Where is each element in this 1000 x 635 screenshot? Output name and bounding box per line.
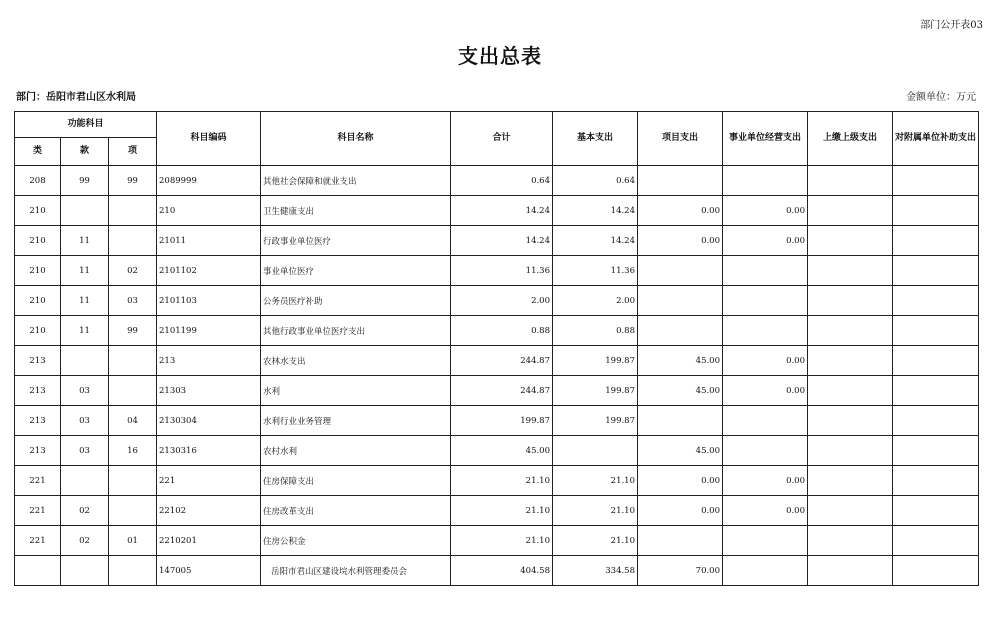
cell-xiang: 99 [109, 316, 157, 346]
cell-business: 0.00 [723, 466, 808, 496]
cell-kuan: 03 [61, 406, 109, 436]
cell-xiang: 99 [109, 166, 157, 196]
cell-kuan: 11 [61, 256, 109, 286]
cell-business [723, 526, 808, 556]
cell-basic: 199.87 [553, 406, 638, 436]
cell-project [638, 286, 723, 316]
cell-lei: 210 [15, 256, 61, 286]
cell-business: 0.00 [723, 196, 808, 226]
table-row [15, 316, 979, 346]
cell-xiang [109, 556, 157, 586]
cell-total: 199.87 [451, 406, 553, 436]
cell-business: 0.00 [723, 376, 808, 406]
cell-code: 221 [157, 466, 261, 496]
cell-basic: 21.10 [553, 526, 638, 556]
header-project: 项目支出 [638, 112, 723, 166]
cell-total: 45.00 [451, 436, 553, 466]
table-body [15, 166, 979, 586]
cell-lei: 210 [15, 196, 61, 226]
header-upper: 上缴上级支出 [808, 112, 893, 166]
cell-code: 2210201 [157, 526, 261, 556]
cell-name: 岳阳市君山区建设垸水利管理委员会 [261, 556, 451, 586]
cell-upper [808, 466, 893, 496]
header-code: 科目编码 [157, 112, 261, 166]
header-kuan: 款 [61, 138, 109, 166]
cell-upper [808, 286, 893, 316]
cell-project [638, 406, 723, 436]
cell-lei: 221 [15, 526, 61, 556]
cell-upper [808, 346, 893, 376]
cell-name: 公务员医疗补助 [261, 286, 451, 316]
cell-lei [15, 556, 61, 586]
cell-name: 其他社会保障和就业支出 [261, 166, 451, 196]
cell-lei: 213 [15, 376, 61, 406]
cell-project [638, 526, 723, 556]
cell-name: 住房公积金 [261, 526, 451, 556]
cell-project: 0.00 [638, 196, 723, 226]
cell-project: 45.00 [638, 376, 723, 406]
cell-project: 70.00 [638, 556, 723, 586]
cell-name: 农林水支出 [261, 346, 451, 376]
cell-subsidy [893, 166, 979, 196]
cell-kuan [61, 196, 109, 226]
cell-code: 213 [157, 346, 261, 376]
cell-subsidy [893, 436, 979, 466]
cell-code: 21303 [157, 376, 261, 406]
cell-total: 244.87 [451, 376, 553, 406]
cell-lei: 213 [15, 346, 61, 376]
header-subsidy: 对附属单位补助支出 [893, 112, 979, 166]
cell-kuan: 02 [61, 496, 109, 526]
cell-kuan [61, 466, 109, 496]
cell-total: 21.10 [451, 466, 553, 496]
table-row [15, 496, 979, 526]
cell-subsidy [893, 496, 979, 526]
cell-kuan [61, 556, 109, 586]
cell-name: 水利 [261, 376, 451, 406]
header-basic: 基本支出 [553, 112, 638, 166]
cell-basic: 21.10 [553, 466, 638, 496]
cell-upper [808, 316, 893, 346]
cell-xiang: 16 [109, 436, 157, 466]
table-row [15, 556, 979, 586]
cell-upper [808, 526, 893, 556]
cell-upper [808, 556, 893, 586]
cell-project [638, 316, 723, 346]
table-row [15, 406, 979, 436]
cell-total: 0.64 [451, 166, 553, 196]
cell-lei: 210 [15, 316, 61, 346]
cell-name: 住房改革支出 [261, 496, 451, 526]
cell-subsidy [893, 286, 979, 316]
cell-xiang: 01 [109, 526, 157, 556]
cell-lei: 210 [15, 286, 61, 316]
cell-basic [553, 436, 638, 466]
cell-total: 21.10 [451, 526, 553, 556]
form-number: 部门公开表03 [920, 20, 983, 31]
table-row [15, 166, 979, 196]
cell-business [723, 406, 808, 436]
page-title: 支出总表 [458, 44, 542, 68]
cell-code: 2101199 [157, 316, 261, 346]
cell-basic: 14.24 [553, 196, 638, 226]
cell-project [638, 166, 723, 196]
cell-subsidy [893, 346, 979, 376]
cell-xiang [109, 466, 157, 496]
header-lei: 类 [15, 138, 61, 166]
cell-basic: 0.64 [553, 166, 638, 196]
cell-subsidy [893, 316, 979, 346]
table-row [15, 346, 979, 376]
cell-kuan: 02 [61, 526, 109, 556]
cell-code: 147005 [157, 556, 261, 586]
cell-code: 2130316 [157, 436, 261, 466]
table-row [15, 286, 979, 316]
cell-code: 2089999 [157, 166, 261, 196]
cell-subsidy [893, 196, 979, 226]
cell-project: 0.00 [638, 466, 723, 496]
cell-total: 11.36 [451, 256, 553, 286]
cell-xiang [109, 196, 157, 226]
expenditure-table [14, 111, 979, 586]
cell-lei: 210 [15, 226, 61, 256]
cell-upper [808, 226, 893, 256]
cell-name: 水利行业业务管理 [261, 406, 451, 436]
cell-subsidy [893, 256, 979, 286]
cell-total: 14.24 [451, 226, 553, 256]
header-func-group: 功能科目 [15, 112, 157, 138]
cell-name: 事业单位医疗 [261, 256, 451, 286]
table-row [15, 226, 979, 256]
cell-name: 行政事业单位医疗 [261, 226, 451, 256]
cell-basic: 2.00 [553, 286, 638, 316]
cell-basic: 199.87 [553, 346, 638, 376]
cell-upper [808, 436, 893, 466]
cell-total: 14.24 [451, 196, 553, 226]
cell-lei: 208 [15, 166, 61, 196]
cell-kuan: 11 [61, 286, 109, 316]
cell-upper [808, 496, 893, 526]
cell-basic: 334.58 [553, 556, 638, 586]
header-business: 事业单位经营支出 [723, 112, 808, 166]
cell-business: 0.00 [723, 226, 808, 256]
cell-lei: 213 [15, 406, 61, 436]
cell-total: 244.87 [451, 346, 553, 376]
cell-xiang: 02 [109, 256, 157, 286]
cell-business [723, 286, 808, 316]
cell-total: 21.10 [451, 496, 553, 526]
cell-code: 2130304 [157, 406, 261, 436]
cell-xiang: 03 [109, 286, 157, 316]
amount-unit-label: 金额单位：万元 [906, 92, 976, 103]
cell-name: 其他行政事业单位医疗支出 [261, 316, 451, 346]
cell-total: 2.00 [451, 286, 553, 316]
cell-xiang [109, 226, 157, 256]
table-row [15, 196, 979, 226]
cell-subsidy [893, 556, 979, 586]
cell-code: 2101102 [157, 256, 261, 286]
cell-name: 卫生健康支出 [261, 196, 451, 226]
cell-project: 45.00 [638, 346, 723, 376]
cell-upper [808, 196, 893, 226]
cell-code: 21011 [157, 226, 261, 256]
table-row [15, 256, 979, 286]
cell-business [723, 316, 808, 346]
cell-kuan: 11 [61, 226, 109, 256]
cell-xiang [109, 346, 157, 376]
cell-business: 0.00 [723, 496, 808, 526]
cell-basic: 0.88 [553, 316, 638, 346]
table-row [15, 526, 979, 556]
cell-code: 22102 [157, 496, 261, 526]
cell-basic: 14.24 [553, 226, 638, 256]
cell-business [723, 166, 808, 196]
cell-business [723, 256, 808, 286]
cell-business: 0.00 [723, 346, 808, 376]
cell-lei: 213 [15, 436, 61, 466]
cell-kuan: 11 [61, 316, 109, 346]
header-total: 合计 [451, 112, 553, 166]
cell-project: 45.00 [638, 436, 723, 466]
cell-subsidy [893, 376, 979, 406]
cell-project: 0.00 [638, 226, 723, 256]
cell-upper [808, 256, 893, 286]
cell-lei: 221 [15, 496, 61, 526]
cell-subsidy [893, 406, 979, 436]
cell-basic: 11.36 [553, 256, 638, 286]
cell-total: 0.88 [451, 316, 553, 346]
cell-code: 2101103 [157, 286, 261, 316]
cell-code: 210 [157, 196, 261, 226]
cell-kuan: 03 [61, 376, 109, 406]
cell-xiang [109, 376, 157, 406]
cell-subsidy [893, 466, 979, 496]
cell-kuan: 03 [61, 436, 109, 466]
cell-upper [808, 376, 893, 406]
cell-lei: 221 [15, 466, 61, 496]
cell-kuan: 99 [61, 166, 109, 196]
cell-subsidy [893, 226, 979, 256]
cell-project: 0.00 [638, 496, 723, 526]
cell-business [723, 436, 808, 466]
cell-basic: 199.87 [553, 376, 638, 406]
cell-kuan [61, 346, 109, 376]
cell-xiang: 04 [109, 406, 157, 436]
cell-upper [808, 406, 893, 436]
table-row [15, 466, 979, 496]
cell-basic: 21.10 [553, 496, 638, 526]
cell-upper [808, 166, 893, 196]
department-label: 部门：岳阳市君山区水利局 [16, 92, 136, 103]
cell-project [638, 256, 723, 286]
header-xiang: 项 [109, 138, 157, 166]
table-row [15, 436, 979, 466]
cell-business [723, 556, 808, 586]
table-row [15, 376, 979, 406]
cell-name: 住房保障支出 [261, 466, 451, 496]
cell-xiang [109, 496, 157, 526]
header-name: 科目名称 [261, 112, 451, 166]
cell-name: 农村水利 [261, 436, 451, 466]
cell-total: 404.58 [451, 556, 553, 586]
cell-subsidy [893, 526, 979, 556]
